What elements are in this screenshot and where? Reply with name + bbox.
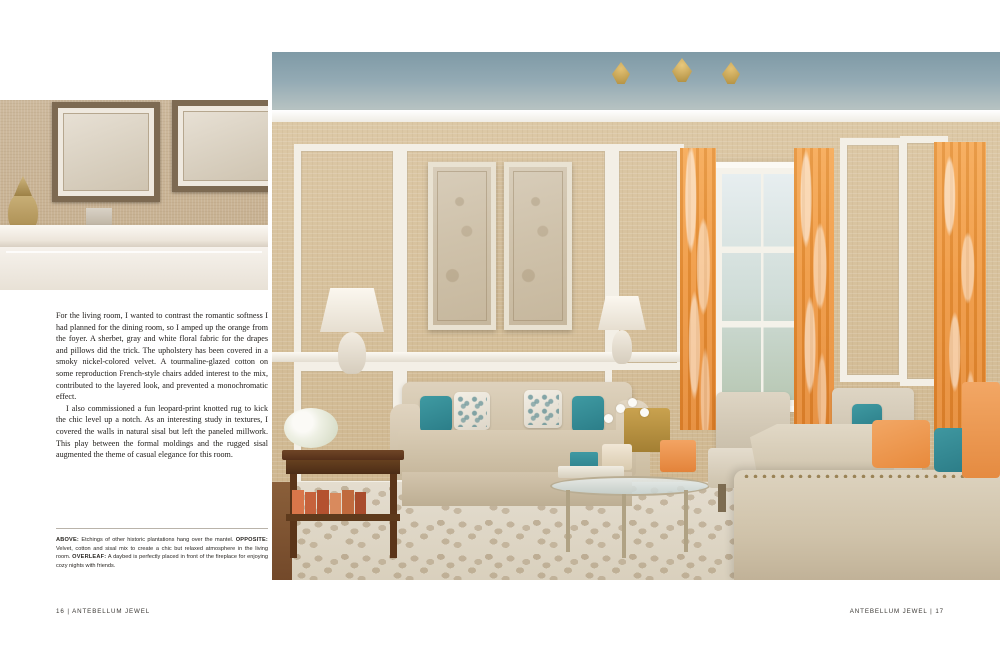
caption-overleaf-text: A daybed is perfectly placed in front of the fireplace for enjoying cozy nights with friends.: [56, 554, 268, 569]
chinoiserie-art-right: [504, 162, 572, 330]
shelf-book: [292, 490, 304, 514]
nailhead-trim: [742, 472, 992, 478]
coffee-table-leg: [566, 490, 570, 552]
shelf-book: [317, 490, 329, 514]
orchid-bloom: [628, 398, 637, 407]
chinoiserie-art-left: [428, 162, 496, 330]
framed-etching-left: [52, 102, 160, 202]
throw-pillow-teal: [572, 396, 604, 432]
mantel-surround: [0, 247, 268, 290]
armchair-leg: [718, 484, 726, 512]
body-paragraph-2: I also commissioned a fun leopard-print knotted rug to kick the chic level up a notch. As an interesting study in textures, I covered the walls in natural sisal but left the paneled millwork. This play between the formal moldings and the rugged sisal augmented the theme of casual elegance for this room.: [56, 403, 268, 460]
body-paragraph-1: For the living room, I wanted to contrast the romantic softness I had planned for the dining room, so I amped up the orange from the foyer. A sherbet, gray and white floral fabric for the drapes and pillows did the trick. The upholstery has been covered in a smoky nickel-colored velvet. A tourmaline-glazed cotton on some reproduction French-style chairs added interest to the mix, contributed to the layered look, and prevented a monochromatic effect.: [56, 311, 268, 402]
settee-pillow-floral: [962, 382, 1000, 478]
folio-right-separator: |: [930, 608, 933, 615]
mantel-shelf: [0, 225, 268, 247]
photo-caption: [56, 536, 268, 570]
caption-overleaf-label: OVERLEAF:: [72, 554, 107, 561]
settee-pillow-orange: [872, 420, 930, 468]
table-lamp-base-left: [338, 332, 366, 374]
table-lamp-shade-left: [320, 288, 384, 332]
folio-right-running-head: ANTEBELLUM JEWEL: [849, 608, 928, 615]
table-lamp-base-right: [612, 330, 632, 364]
throw-pillow-patterned: [454, 392, 490, 430]
drapery-panel-middle: [794, 148, 834, 430]
console-table-apron: [286, 460, 400, 474]
hydrangea-arrangement: [284, 408, 338, 448]
drapery-panel-left: [680, 148, 716, 430]
coffee-table-leg: [622, 494, 626, 558]
orchid-bloom: [616, 404, 625, 413]
throw-pillow-teal: [420, 396, 452, 432]
orchid-bloom: [640, 408, 649, 417]
caption-opposite-text: Velvet, cotton and sisal mix to create a chic but relaxed atmosphere in the living room.: [56, 545, 268, 561]
console-table-top: [282, 450, 404, 460]
caption-above-text: Etchings of other historic plantations hang over the mantel.: [81, 537, 234, 543]
shelf-book: [330, 493, 341, 514]
orange-chinoiserie-planter: [660, 440, 696, 472]
caption-above-label: ABOVE:: [56, 537, 79, 543]
throw-pillow-patterned: [524, 390, 562, 428]
folio-right-page-number: 17: [935, 608, 944, 615]
folio-left: [56, 608, 150, 615]
right-page: [500, 0, 1000, 647]
shelf-book: [355, 492, 366, 514]
orchid-bloom: [604, 414, 613, 423]
mantel-photograph: [0, 100, 268, 290]
wall-panel: [840, 138, 906, 382]
settee-foreground: [734, 470, 1000, 580]
folio-left-separator: |: [67, 608, 70, 615]
living-room-photograph: [272, 52, 1000, 580]
table-lamp-shade-right: [598, 296, 646, 330]
body-text: [56, 310, 268, 461]
coffee-table-leg: [684, 490, 688, 552]
caption-opposite-label: OPPOSITE:: [235, 537, 268, 543]
console-table-shelf: [286, 514, 400, 521]
folio-left-running-head: ANTEBELLUM JEWEL: [72, 608, 151, 615]
window-glass: [722, 174, 802, 400]
shelf-book: [342, 490, 354, 514]
caption-divider: [56, 528, 268, 529]
folio-left-page-number: 16: [56, 608, 65, 615]
shelf-book: [305, 492, 316, 514]
folio-right: [850, 608, 944, 615]
framed-etching-right: [172, 100, 268, 192]
